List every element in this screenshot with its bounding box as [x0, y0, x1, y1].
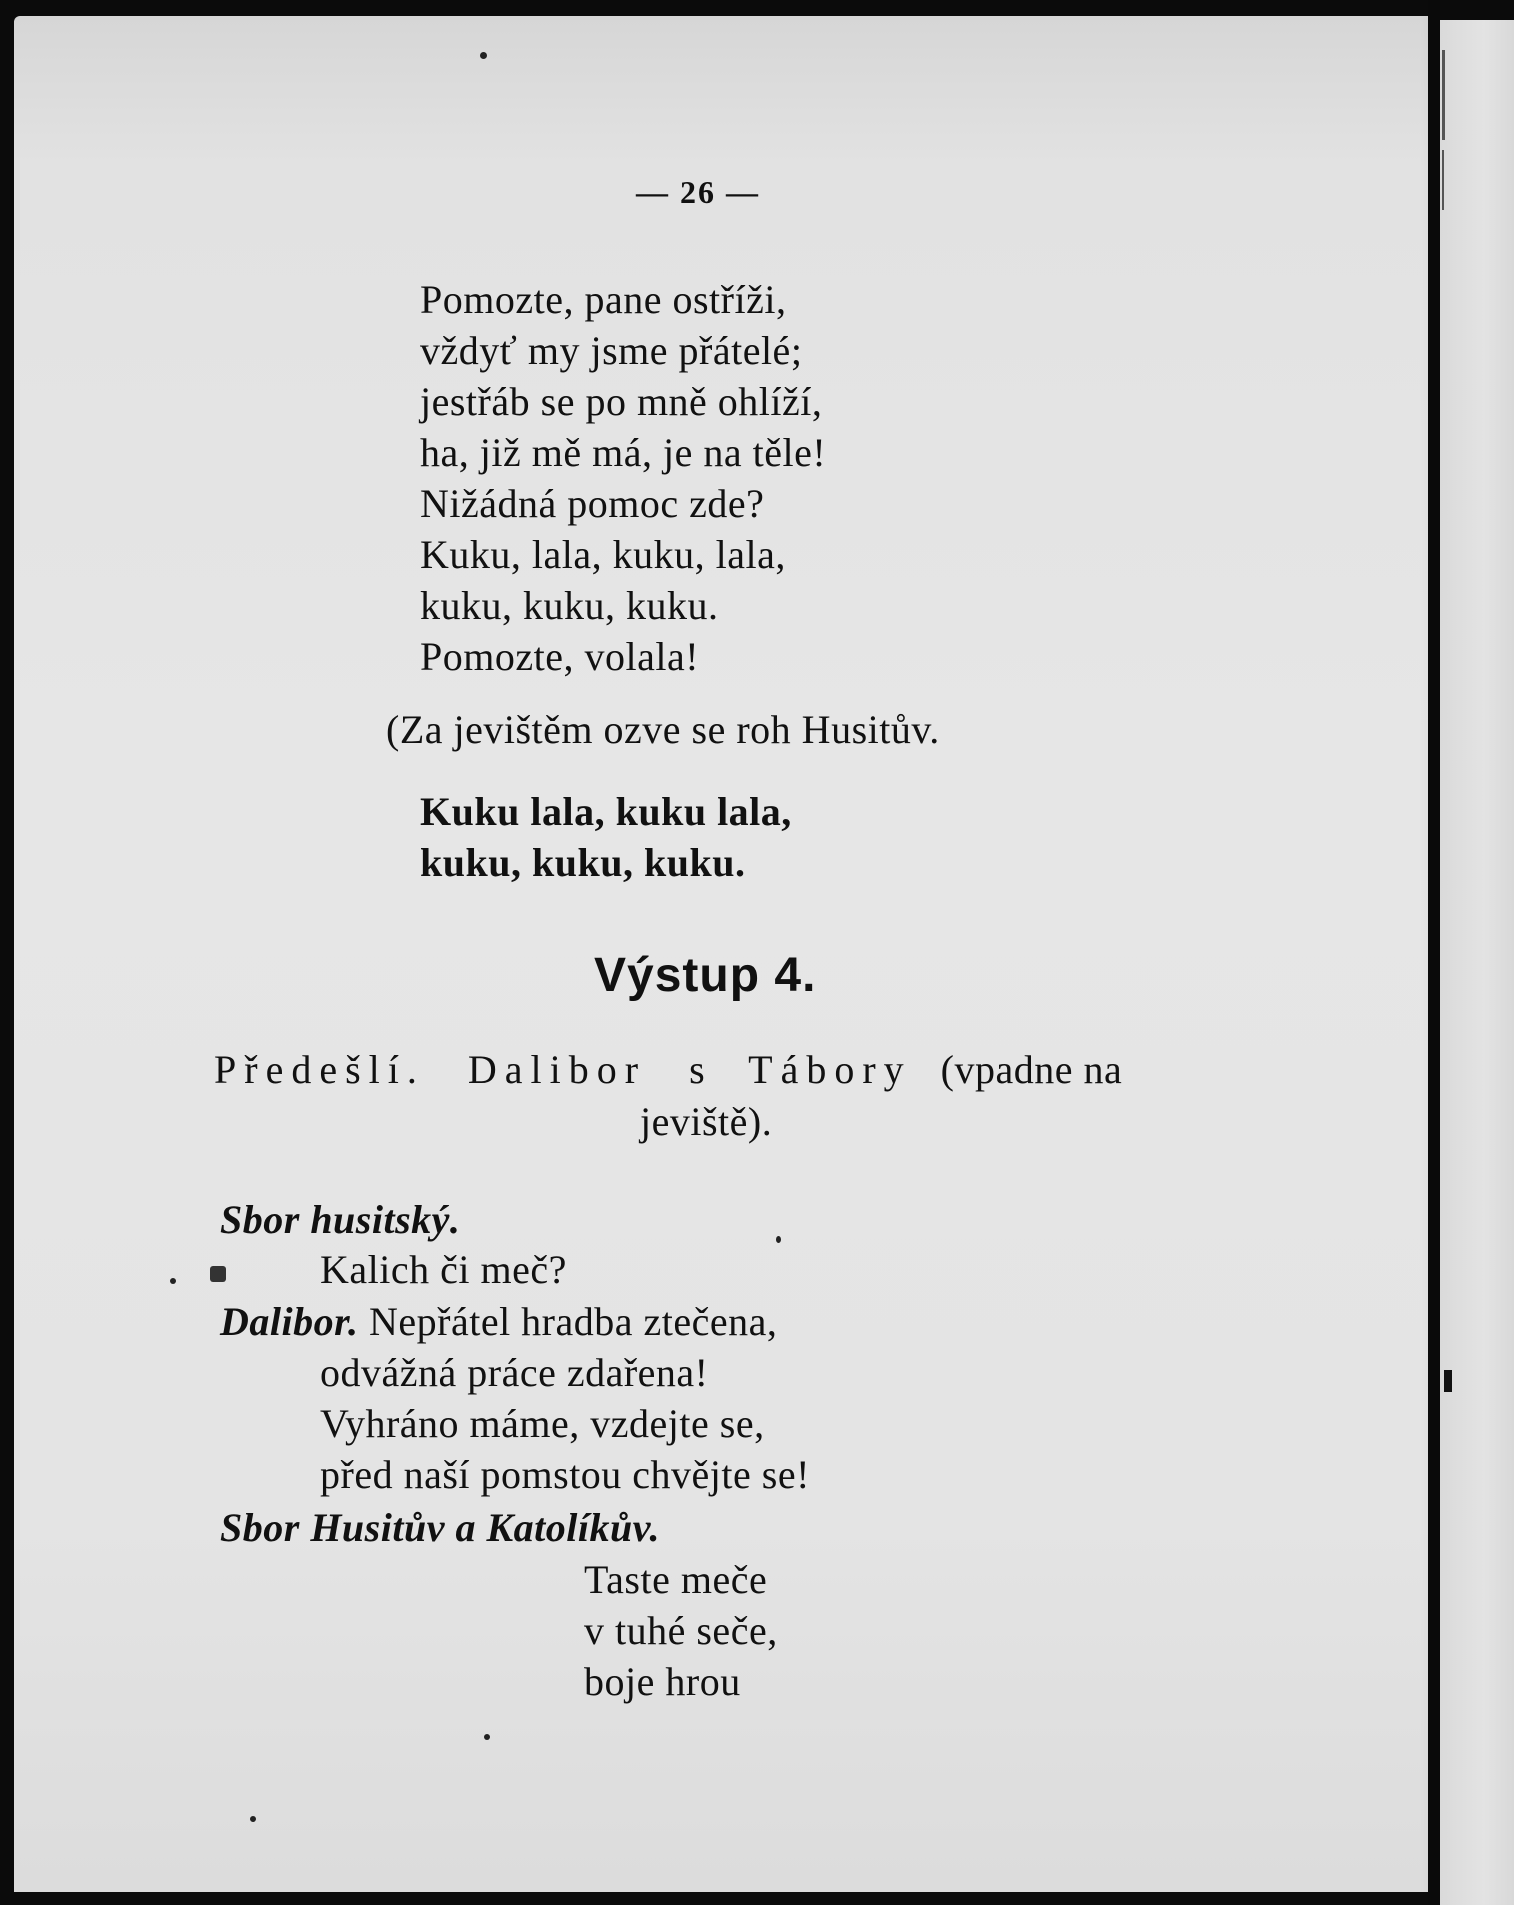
ink-blot	[210, 1266, 226, 1282]
persons-tabory: Tábory	[748, 1047, 912, 1092]
speaker-chorus-both: Sbor Husitův a Katolíkův.	[220, 1505, 660, 1550]
paper-sheet	[14, 16, 1440, 1892]
dialogue-line: odvážná práce zdařena!	[320, 1350, 709, 1395]
scene-heading: Výstup 4.	[594, 949, 817, 1002]
dialogue-line: Kalich či meč?	[320, 1247, 567, 1292]
echo-stanza	[420, 786, 792, 888]
ink-speck	[480, 52, 487, 59]
dialogue-line: v tuhé seče,	[584, 1608, 778, 1653]
song-line: Nižádná pomoc zde?	[420, 481, 765, 526]
song-line: Kuku, lala, kuku, lala,	[420, 532, 786, 577]
song-stanza	[420, 274, 826, 682]
dalibor-speech	[320, 1347, 810, 1500]
next-page-edge	[1440, 20, 1514, 1905]
dialogue-line: Nepřátel hradba ztečena,	[368, 1299, 778, 1344]
dalibor-first-line	[220, 1296, 777, 1347]
song-line: vždyť my jsme přátelé;	[420, 328, 803, 373]
song-line: jestřáb se po mně ohlíží,	[420, 379, 823, 424]
song-line: ha, již mě má, je na těle!	[420, 430, 827, 475]
ink-speck	[250, 1816, 256, 1822]
chorus-speech	[584, 1554, 778, 1707]
dialogue-line: Taste meče	[584, 1557, 768, 1602]
edge-mark	[1442, 50, 1445, 140]
speaker-dalibor: Dalibor.	[220, 1299, 359, 1344]
persons-action: (vpadne na	[940, 1047, 1123, 1092]
dialogue-line: před naší pomstou chvějte se!	[320, 1452, 810, 1497]
dialogue-line: boje hrou	[584, 1659, 741, 1704]
persons-continuation: jeviště).	[640, 1099, 773, 1144]
stage-direction: (Za jevištěm ozve se roh Husitův.	[386, 707, 940, 752]
speaker-chorus-hussite: Sbor husitský.	[220, 1197, 461, 1242]
page-number: — 26 —	[636, 174, 760, 210]
persons-previous: Předešlí.	[214, 1047, 425, 1092]
edge-mark	[1442, 150, 1444, 210]
persons-with: s	[689, 1047, 706, 1092]
echo-line: kuku, kuku, kuku.	[420, 840, 746, 885]
dialogue-line: Vyhráno máme, vzdejte se,	[320, 1401, 765, 1446]
edge-mark	[1444, 1370, 1452, 1392]
song-line: Pomozte, volala!	[420, 634, 700, 679]
dramatis-personae	[214, 1046, 1122, 1093]
persons-dalibor: Dalibor	[467, 1047, 647, 1092]
echo-line: Kuku lala, kuku lala,	[420, 789, 792, 834]
ink-speck	[170, 1278, 176, 1284]
ink-speck	[484, 1734, 490, 1740]
song-line: kuku, kuku, kuku.	[420, 583, 719, 628]
ink-speck	[776, 1236, 781, 1243]
book-gutter	[1428, 0, 1440, 1905]
song-line: Pomozte, pane ostříži,	[420, 277, 787, 322]
